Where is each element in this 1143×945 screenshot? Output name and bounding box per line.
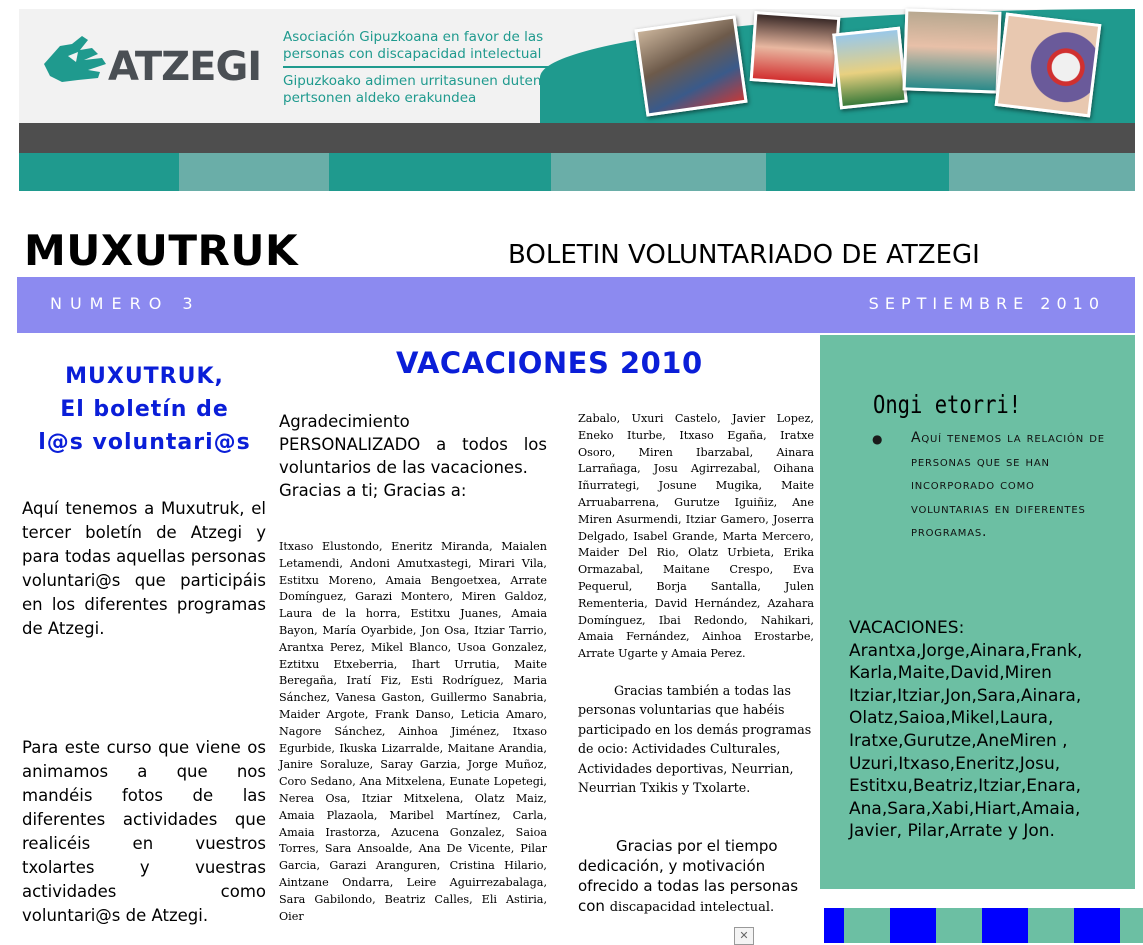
bullet-icon: ●: [872, 432, 883, 446]
closing-thanks: [578, 836, 814, 918]
welcome-heading: Ongi etorri!: [873, 390, 1022, 419]
other-programs-thanks: Gracias también a todas las personas voluntarias que habéis participado en los demás programas de ocio: Actividades Culturales, Actividades deportivas, Neurrian, Neurrian Txikis y Txolarte.: [578, 683, 812, 796]
issue-date: SEPTIEMBRE 2010: [868, 294, 1105, 313]
closing-thanks-main: Gracias por el tiempo dedicación, y motivación ofrecido a todas las personas con: [578, 837, 799, 915]
new-volunteers-list: [849, 617, 1121, 843]
tagline-es-line-2: personas con discapacidad intelectual: [283, 46, 542, 62]
photo-3: [832, 27, 908, 110]
tagline-eu-line-1: Gipuzkoako adimen urritasunen duten: [283, 73, 542, 89]
closing-thanks-small: discapacidad intelectual.: [609, 900, 775, 915]
vacations-title: VACACIONES 2010: [396, 346, 703, 380]
left-heading: [22, 360, 267, 459]
new-volunteers-names: Arantxa,Jorge,Ainara,Frank, Karla,Maite,David,Miren Itziar,Itziar,Jon,Sara,Ainara, Olatz,Saioa,Mikel,Laura, Iratxe,Gurutze,AneMiren , Uzuri,Itxaso,Eneritz,Josu, Estitxu,Beatriz,Itziar,Enara, Ana,Sara,Xabi,Hiart,Amaia, Javier, Pilar,Arrate y Jon.: [849, 640, 1083, 842]
volunteer-names-col-2: Zabalo, Uxuri Castelo, Javier Lopez, Eneko Iturbe, Itxaso Egaña, Iratxe Osoro, Miren Ibarzabal, Ainara Larrañaga, Josu Agirrezabal, Oihana Iñurrategi, Josune Mugika, Maite Arruabarrena, Gurutze Iguiñiz, Ane Miren Asurmendi, Itziar Gamero, Joserra Delgado, Isabel Grande, Marta Mercero, Maider Del Rio, Olatz Urbieta, Erika Ormazabal, Maitane Crespo, Eva Pequerul, Borja Santalla, Julen Rementeria, David Hernández, Azahara Domínguez, Ibai Redondo, Nahikari, Amaia Fernández, Ainhoa Erostarbe, Arrate Ugarte y Amaia Perez.: [578, 412, 814, 661]
issue-number: NUMERO 3: [50, 294, 201, 313]
photo-2: [750, 11, 841, 87]
photo-5: [995, 13, 1102, 118]
tagline-basque: [283, 73, 541, 107]
welcome-text: Aquí tenemos la relación de personas que se han incorporado como voluntarias en diferentes programas.: [911, 430, 1105, 540]
hand-icon: [42, 34, 112, 84]
footer-color-strip: [824, 908, 1143, 943]
photo-4: [903, 8, 1002, 93]
newsletter-subtitle: BOLETIN VOLUNTARIADO DE ATZEGI: [508, 240, 980, 270]
volunteer-names-col-1: Itxaso Elustondo, Eneritz Miranda, Maialen Letamendi, Andoni Amutxastegi, Mirari Vila, Estitxu Moreno, Amaia Bengoetxea, Arrate Domínguez, Garazi Montero, Miren Galdoz, Laura de la horra, Estitxu Juanes, Amaia Bayon, María Oyarbide, Jon Osa, Itziar Tarrio, Arantxa Perez, Mikel Blanco, Usoa Gonzalez, Eztitxu Etxeberria, Ihart Urrutia, Maite Beregaña, Iratí Fiz, Esti Rodríguez, Maria Sánchez, Vanesa Gaston, Guillermo Sanabria, Maider Argote, Frank Danso, Leticia Amaro, Nagore Sánchez, Ainhoa Jiménez, Itxaso Egurbide, Ikuska Lizarralde, Maitane Arandia, Janire Soraluze, Saray Garzia, Jorge Muñoz, Coro Sedano, Ana Mitxelena, Eunate Lopetegi, Nerea Osa, Itziar Mitxelena, Olatz Maiz, Amaia Plazaola, Maribel Martínez, Carla, Amaia Irastorza, Azucena Gonzalez, Saioa Torres, Sara Ansoalde, Ana De Vicente, Pilar Garcia, Garazi Aranguren, Cristina Hilario, Aintzane Ondarra, Leire Aguirrezabalaga, Sara Gabilondo, Beatriz Calles, Eli Astiria, Oier: [279, 540, 547, 923]
thanks-text-2: Gracias a ti; Gracias a:: [279, 481, 467, 500]
thanks-text: Agradecimiento PERSONALIZADO a todos los voluntarios de las vacaciones.: [279, 412, 547, 477]
logo-text: ATZEGI: [108, 44, 262, 90]
photo-1: [634, 15, 747, 116]
thanks-block: [279, 410, 547, 502]
new-volunteers-heading: VACACIONES:: [849, 618, 965, 638]
tagline-es-line-1: Asociación Gipuzkoana en favor de las: [283, 29, 544, 45]
intro-paragraph: Aquí tenemos a Muxutruk, el tercer boletín de Atzegi y para todas aquellas personas voluntari@s que participáis en los diferentes programas de Atzegi.: [22, 499, 266, 638]
left-heading-line-3: l@s voluntari@s: [38, 430, 251, 455]
left-heading-line-1: MUXUTRUK,: [65, 364, 224, 389]
left-heading-line-2: El boletín de: [60, 397, 229, 422]
newsletter-title: MUXUTRUK: [24, 226, 299, 275]
tagline-spanish: [283, 29, 543, 63]
tagline-divider: [283, 66, 593, 68]
photos-paragraph: Para este curso que viene os animamos a que nos mandéis fotos de las diferentes actividades que realicéis en vuestros txolartes y vuestras actividades como voluntari@s de Atzegi.: [22, 738, 266, 925]
header-dark-bar: [19, 123, 1135, 153]
tagline-eu-line-2: pertsonen aldeko erakundea: [283, 90, 477, 106]
broken-image-icon: ✕: [734, 927, 754, 945]
header-teal-bar: [19, 153, 1135, 191]
